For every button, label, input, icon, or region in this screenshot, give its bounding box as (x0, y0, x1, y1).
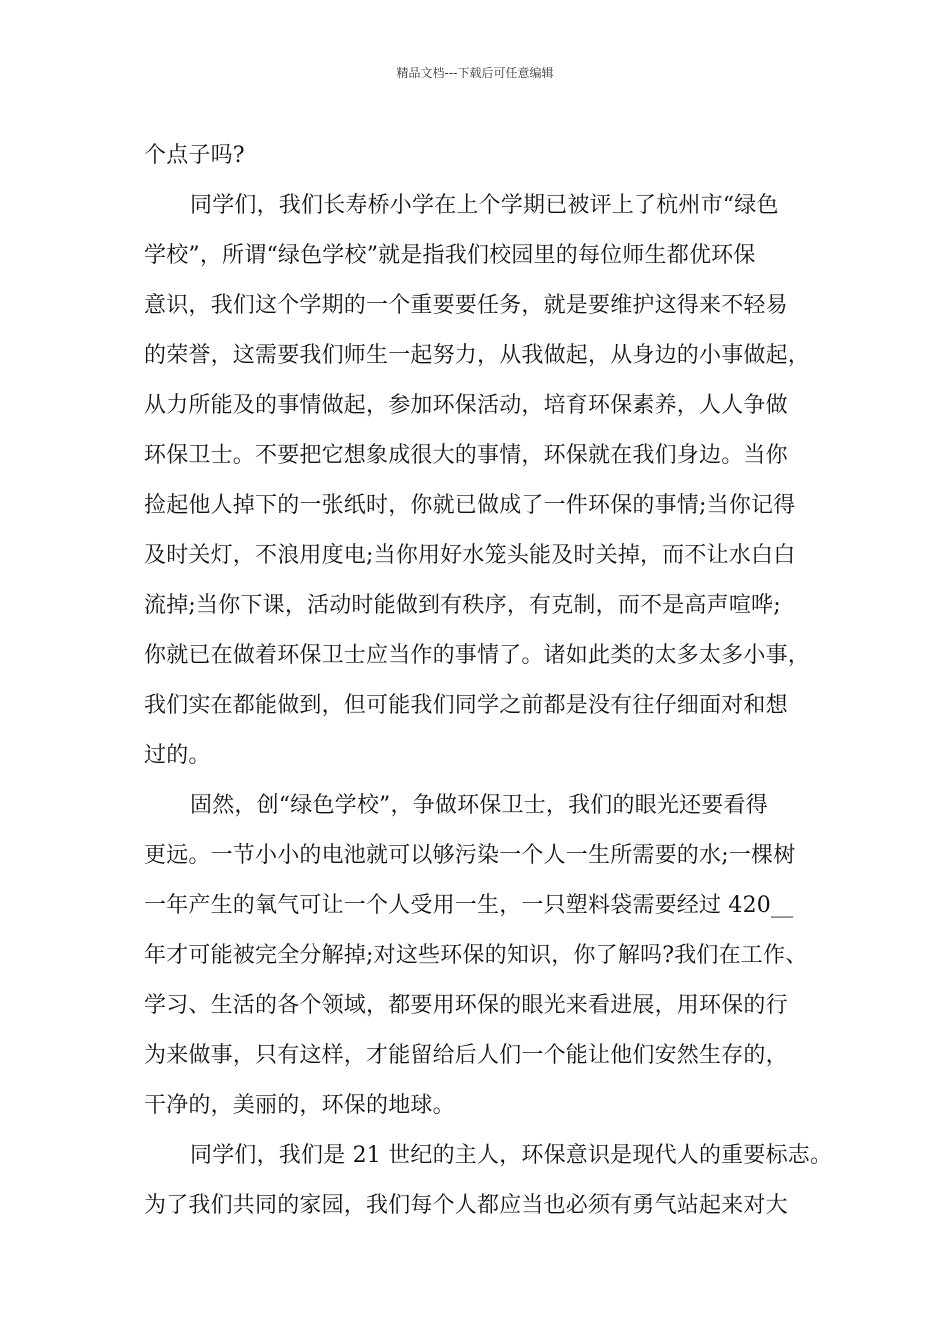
text-line: 个点子吗? (144, 143, 245, 168)
text-line: 更远。一节小小的电池就可以够污染一个人一生所需要的水;一棵树 (144, 843, 796, 868)
text-line: 环保卫士。不要把它想象成很大的事情，环保就在我们身边。当你 (144, 443, 788, 468)
paragraph-start: 同学们，我们长寿桥小学在上个学期已被评上了杭州市“绿色 (190, 193, 779, 218)
text-line: 流掉;当你下课，活动时能做到有秩序，有克制，而不是高声喧哗; (144, 593, 781, 618)
page-header: 精品文档---下载后可任意编辑 (396, 66, 554, 80)
text-line: 捡起他人掉下的一张纸时，你就已做成了一件环保的事情;当你记得 (144, 493, 796, 518)
text-line: 一年产生的氧气可让一个人受用一生，一只塑料袋需要经过 420__ (144, 893, 794, 918)
text-line: 为了我们共同的家园，我们每个人都应当也必须有勇气站起来对大 (144, 1193, 788, 1218)
text-line: 过的。 (144, 743, 211, 768)
text-line: 年才可能被完全分解掉;对这些环保的知识，你了解吗?我们在工作、 (144, 943, 808, 968)
text-line: 为来做事，只有这样，才能留给后人们一个能让他们安然生存的， (144, 1043, 788, 1068)
text-line: 意识，我们这个学期的一个重要要任务，就是要维护这得来不轻易 (144, 293, 788, 318)
text-line: 学校”，所谓“绿色学校”就是指我们校园里的每位师生都优环保 (144, 243, 756, 268)
paragraph-start: 固然，创“绿色学校”，争做环保卫士，我们的眼光还要看得 (190, 793, 768, 818)
document-body (144, 131, 834, 1231)
text-line: 从力所能及的事情做起，参加环保活动，培育环保素养，人人争做 (144, 393, 788, 418)
text-line: 我们实在都能做到，但可能我们同学之前都是没有往仔细面对和想 (144, 693, 788, 718)
text-line: 及时关灯，不浪用度电;当你用好水笼头能及时关掉，而不让水白白 (144, 543, 796, 568)
text-line: 干净的，美丽的，环保的地球。 (144, 1093, 455, 1118)
paragraph-start: 同学们，我们是 21 世纪的主人，环保意识是现代人的重要标志。 (190, 1143, 833, 1168)
text-line: 你就已在做着环保卫士应当作的事情了。诸如此类的太多太多小事， (144, 643, 811, 668)
text-line: 学习、生活的各个领域，都要用环保的眼光来看进展，用环保的行 (144, 993, 788, 1018)
text-line: 的荣誉，这需要我们师生一起努力，从我做起，从身边的小事做起， (144, 343, 811, 368)
